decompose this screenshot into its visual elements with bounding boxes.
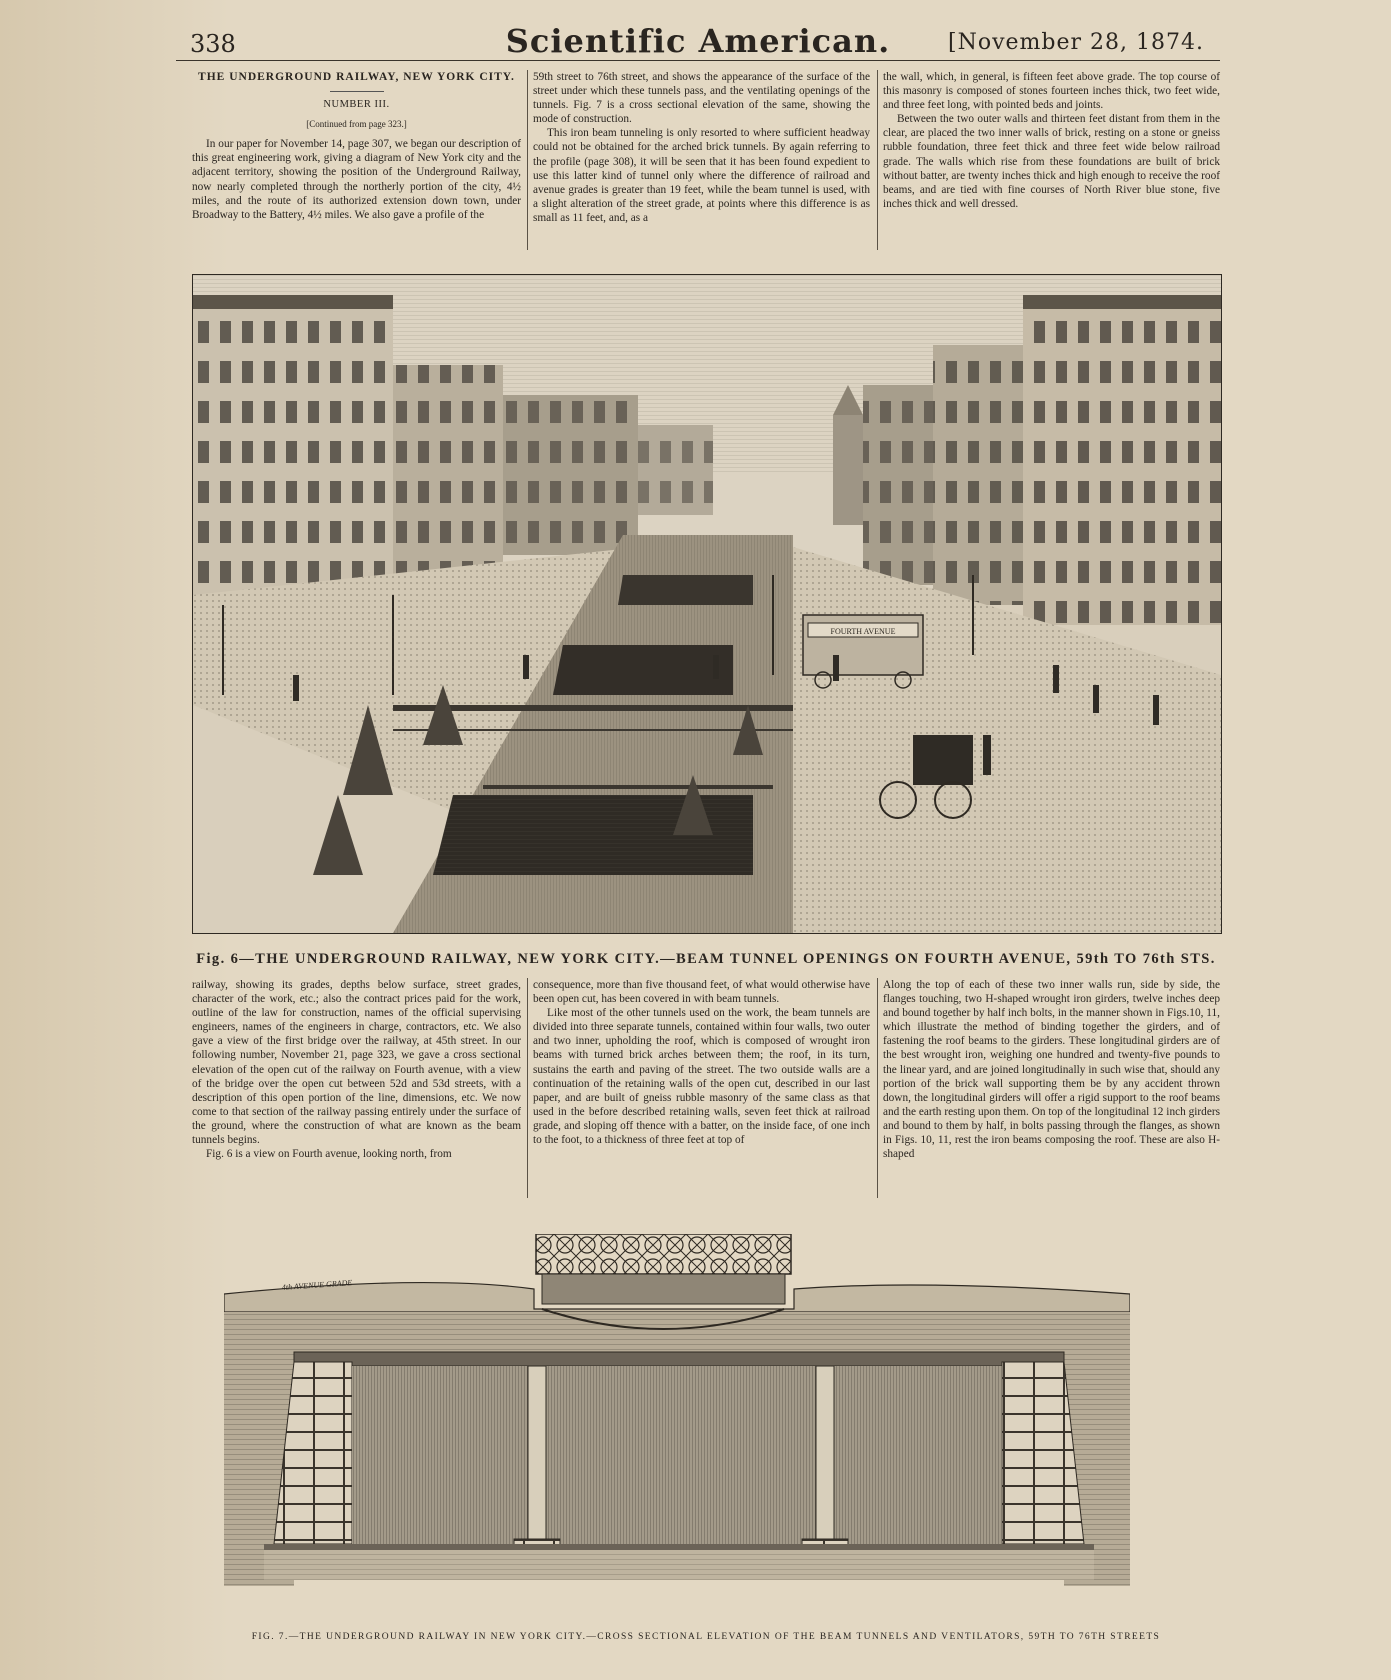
paragraph: This iron beam tunneling is only resorted to where sufficient headway could not be obtained for the arched brick tunnels. By again referring to the profile (page 308), it will be seen that it has been found expedient to use this latter kind of tunnel only where the difference of railroad and avenue grades is greater than 19 feet, while the beam tunnel is used, with a slight alteration of the street grade, at points where this difference is as small as 11 feet, and, as a bbox=[533, 127, 870, 224]
grade-label: 4th AVENUE GRADE bbox=[281, 1278, 353, 1292]
paragraph: In our paper for November 14, page 307, we began our description of this great engineering work, giving a diagram of New York city and the adjacent territory, showing the position of the Underground Railway, now nearly completed through the northerly portion of the city, 4½ miles, and the route of its authorized extension down town, under Broadway to the Battery, 4½ miles. We also gave a profile of the bbox=[192, 138, 521, 221]
paragraph: Fig. 6 is a view on Fourth avenue, looking north, from bbox=[206, 1148, 452, 1161]
paragraph: Like most of the other tunnels used on the work, the beam tunnels are divided into three separate tunnels, contained within four walls, two outer and two inner, upholding the roof, which is composed of wrought iron beams with turned brick arches between them; the roof, in its turn, sustains the earth and paving of the street. The two outside walls are a continuation of the retaining walls of the open cut, described in our last paper, and are built of gneiss rubble masonry of the same class as that used in the before described retaining walls, seven feet thick at railroad grade, and sloping off thence with a batter, on the inside face, of one inch to the foot, to a thickness of three feet at top of bbox=[533, 1007, 870, 1147]
figure-7-cross-section bbox=[224, 1234, 1130, 1586]
top-column-1 bbox=[192, 70, 521, 222]
masthead-title: Scientific American. bbox=[505, 22, 891, 60]
figure-6-caption: Fig. 6—THE UNDERGROUND RAILWAY, NEW YORK CITY.—BEAM TUNNEL OPENINGS ON FOURTH AVENUE, 59th TO 76th STS. bbox=[196, 951, 1216, 967]
paragraph: 59th street to 76th street, and shows the appearance of the surface of the street under which these tunnels pass, and the ventilating openings of the tunnels. Fig. 7 is a cross sectional elevation of the same, showing the mode of construction. bbox=[533, 71, 870, 126]
figure-6-engraving bbox=[192, 274, 1222, 934]
paragraph: Along the top of each of these two inner walls run, side by side, the flanges touching, two H-shaped wrought iron girders, twelve inches deep and bound together by half inch bolts, in the manner shown in Figs.10, 11, which illustrate the method of binding together the girders, and of fastening the roof beams to the girders. These longitudinal girders are of the best wrought iron, weighing one hundred and twenty-five pounds to the linear yard, and are joined longitudinally in such wise that, should any portion of the brick wall supporting them be by any accident thrown down, the longitudinal girders will offer a rigid support to the roof beams and the earth resting upon them. On top of the longitudinal 12 inch girders and bound to them by half, in bolts passing through the flanges, as shown in Figs. 10, 11, rest the iron beams composing the roof. These are also H-shaped bbox=[883, 979, 1220, 1161]
cross-section-drawing bbox=[224, 1234, 1130, 1586]
column-rule bbox=[877, 978, 878, 1198]
page-number: 338 bbox=[190, 30, 236, 58]
article-headline: THE UNDERGROUND RAILWAY, NEW YORK CITY. bbox=[198, 71, 515, 83]
issue-date: [November 28, 1874. bbox=[948, 30, 1204, 55]
page-content bbox=[176, 0, 1220, 1680]
bottom-column-3 bbox=[883, 978, 1220, 1161]
street-scene-illustration bbox=[193, 275, 1221, 933]
figure-7-caption: FIG. 7.—THE UNDERGROUND RAILWAY IN NEW YORK CITY.—CROSS SECTIONAL ELEVATION OF THE BEAM TUNNELS AND VENTILATORS, 59TH TO 76TH STREETS bbox=[251, 1632, 1161, 1642]
inner-wall-right bbox=[816, 1366, 834, 1544]
headline-rule bbox=[330, 91, 384, 92]
paragraph: railway, showing its grades, depths below surface, street grades, character of the work, etc.; also the contract prices paid for the work, outline of the law for construction, names of the official supervising engineers, names of the engineers in charge, contractors, etc. We also gave a view of the first bridge over the railway, at 45th street. In our following number, November 21, page 323, we gave a cross sectional elevation of the open cut of the railway on Fourth avenue, with a view of the bridge over the open cut between 52d and 53d streets, with a description of this open portion of the line, dimensions, etc. We now come to that section of the railway passing entirely under the surface of the ground, where the construction of what are known as the beam tunnels begins. bbox=[192, 979, 521, 1147]
top-column-2 bbox=[533, 70, 870, 225]
inner-wall-left bbox=[528, 1366, 546, 1544]
continued-note: [Continued from page 323.] bbox=[306, 119, 407, 130]
column-rule bbox=[527, 70, 528, 250]
top-column-3 bbox=[883, 70, 1220, 211]
streetcar-sign: FOURTH AVENUE bbox=[830, 627, 896, 636]
article-number: NUMBER III. bbox=[323, 99, 390, 111]
column-rule bbox=[527, 978, 528, 1198]
paragraph: Between the two outer walls and thirteen feet distant from them in the clear, are placed the two inner walls of brick, resting on a stone or gneiss rubble foundation, three feet thick and three feet wide below railroad grade. The walls which rise from these foundations are built of brick without batter, are twenty inches thick and high enough to receive the roof beams, and are tied with fine courses of North River blue stone, five inches thick and well dressed. bbox=[883, 113, 1220, 210]
masthead bbox=[176, 20, 1220, 61]
paragraph: the wall, which, in general, is fifteen feet above grade. The top course of this masonry is composed of stones fourteen inches thick, two feet wide, and three feet long, with pointed beds and joints. bbox=[883, 71, 1220, 112]
column-rule bbox=[877, 70, 878, 250]
bottom-column-2 bbox=[533, 978, 870, 1147]
bottom-column-1 bbox=[192, 978, 521, 1161]
ventilator-grille bbox=[536, 1234, 791, 1274]
paragraph: consequence, more than five thousand feet, of what would otherwise have been open cut, has been covered in with beam tunnels. bbox=[533, 979, 870, 1006]
